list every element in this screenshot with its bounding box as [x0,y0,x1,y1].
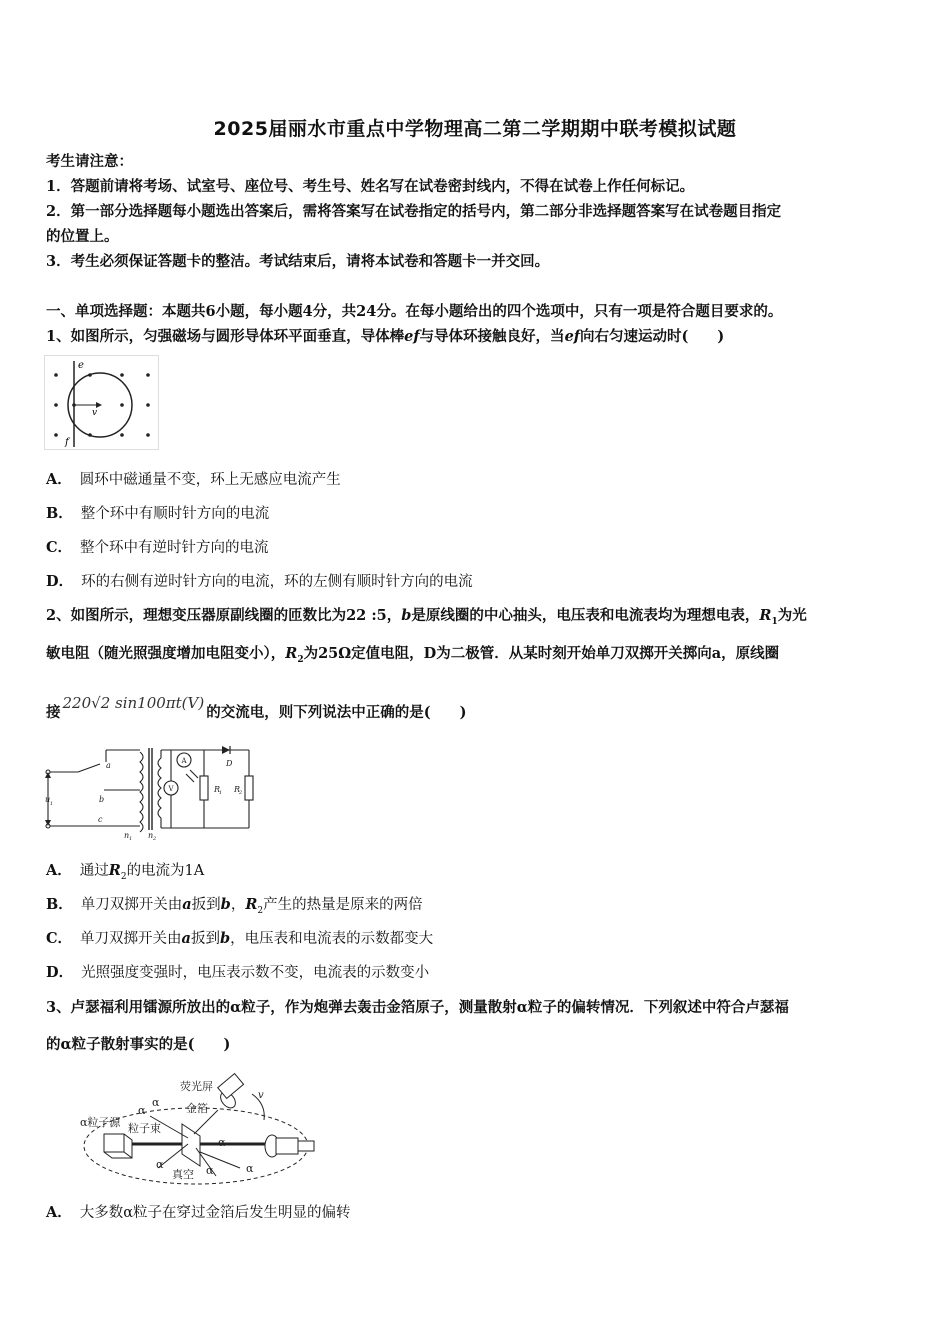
option-var: b [219,930,231,947]
option-key: C． [46,539,73,556]
label-beam: 粒子束 [128,1122,161,1135]
label-alpha: α [156,1158,164,1171]
field-dot [54,433,58,437]
label-n1: n [124,831,130,840]
label-alpha: α [138,1104,146,1117]
q1-var-ef: ef [404,328,420,345]
question-3-stem-line1: 3、卢瑟福利用镭源所放出的α粒子，作为炮弹去轰击金箔原子，测量散射α粒子的偏转情况．下列叙述中符合卢瑟福 [46,999,789,1016]
q1-figure-frame [45,356,159,450]
label-f: f [65,437,69,448]
option-key: A． [46,862,72,879]
q1-var-ef: ef [564,328,581,345]
light-ray [190,770,198,778]
label-c: c [98,815,103,824]
q2-figure [44,744,256,840]
q2-option-d[interactable] [46,963,429,983]
rod-midpoint [72,403,76,407]
field-dot [54,403,58,407]
field-dot [120,433,124,437]
switch-blade [78,764,100,772]
label-screen: 荧光屏 [180,1080,213,1093]
resistor-r2 [245,776,253,800]
option-var: a [182,896,192,913]
question-2-stem-line1 [46,606,916,632]
field-dot [146,433,150,437]
q2-option-c[interactable] [46,929,433,949]
option-text: 产生的热量是原来的两倍 [263,897,423,913]
option-text: ，电压表和电流表的示数都变大 [230,931,434,947]
label-alpha: α [218,1136,226,1149]
option-sub: 2 [257,905,264,916]
label-v: v [92,408,98,418]
q2-stem-part: 的交流电，则下列说法中正确的是( ) [206,704,467,721]
label-r2-sub: 2 [239,790,243,796]
microscope-barrel [276,1138,298,1154]
option-text: ， [230,897,246,913]
label-r1-sub: 1 [219,790,223,796]
q1-option-d[interactable] [46,572,473,592]
q2-option-a[interactable] [46,861,204,887]
q1-option-b[interactable] [46,504,269,524]
diode-symbol [222,746,230,754]
option-text: 通过 [79,863,109,879]
q2-option-b[interactable] [46,895,423,921]
q1-stem-part: 1、如图所示，匀强磁场与圆形导体环平面垂直，导体棒 [46,328,405,345]
option-text: 整个环中有顺时针方向的电流 [80,506,270,522]
notice-item: 2．第一部分选择题每小题选出答案后，需将答案写在试卷指定的括号内，第二部分非选择题答案写在试卷题目指定 [46,203,782,220]
question-3-stem-line2: 的α粒子散射事实的是( ) [46,1036,231,1053]
q1-stem-part: 向右匀速运动时( ) [580,328,725,345]
option-text: 单刀双掷开关由 [80,897,183,913]
option-text: 单刀双掷开关由 [80,931,182,947]
label-alpha: α [152,1096,160,1109]
q2-stem-part: 2、如图所示，理想变压器原副线圈的匝数比为22 :5， [46,607,402,624]
label-r1: R [214,785,221,794]
label-v: v [258,1090,264,1101]
label-u1-sub: 1 [50,801,54,807]
notice-item: 1．答题前请将考场、试室号、座位号、考生号、姓名写在试卷密封线内，不得在试卷上作任何标记。 [46,178,695,195]
q2-stem-part: 接 [46,704,61,721]
q2-var-r2: R [285,645,298,662]
q1-option-c[interactable] [46,538,269,558]
option-key: D． [46,964,74,981]
q1-option-a[interactable] [46,470,341,490]
label-r2: R [234,785,241,794]
label-alpha: α [246,1162,254,1175]
label-u1: u [45,795,51,804]
option-text: 扳到 [191,897,221,913]
notice-heading: 考生请注意： [46,153,133,170]
q1-stem-part: 与导体环接触良好，当 [419,328,565,345]
field-dot [120,373,124,377]
option-key: C． [46,930,73,947]
q2-stem-part: 为光 [777,607,807,624]
option-var: R [245,896,258,913]
option-text: 整个环中有逆时针方向的电流 [80,540,269,556]
label-e: e [78,360,84,371]
microscope-eyepiece [298,1141,314,1151]
secondary-coil [158,758,161,818]
question-2-stem-line3 [46,694,916,723]
q2-var-r1: R [759,607,772,624]
option-text: 大多数α粒子在穿过金箔后发生明显的偏转 [79,1205,351,1221]
q1-figure [44,355,162,451]
option-var: R [108,862,121,879]
q3-option-a[interactable] [46,1203,351,1223]
page-title: 2025届丽水市重点中学物理高二第二学期期中联考模拟试题 [213,118,737,140]
q3-figure [76,1066,322,1190]
option-key: B． [46,505,73,522]
q2-formula: 220√2 sin100πt(V) [62,694,205,712]
section-heading: 一、单项选择题：本题共6小题，每小题4分，共24分。在每小题给出的四个选项中，只有一项是符合题目要求的。 [46,303,783,320]
label-vacuum: 真空 [172,1168,194,1181]
option-text: 光照强度变强时，电压表示数不变，电流表的示数变小 [81,965,430,981]
label-b: b [99,795,105,804]
option-key: D． [46,573,74,590]
label-source: α粒子源 [80,1116,121,1129]
option-key: A． [46,1204,72,1221]
field-dot [146,403,150,407]
q2-var-r1-sub: 1 [771,616,778,627]
label-n2-sub: 2 [153,836,157,840]
light-ray [186,774,194,782]
q2-stem-part: 敏电阻（随光照强度增加电阻变小）， [46,645,286,662]
field-dot [54,373,58,377]
option-text: 圆环中磁通量不变，环上无感应电流产生 [79,472,341,488]
label-a: a [106,761,111,770]
question-2-stem-line2 [46,644,916,670]
label-n2: n [148,831,154,840]
label-foil: 金箔 [186,1102,208,1115]
option-sub: 2 [120,871,127,882]
question-1-stem [46,327,916,347]
option-text: 的电流为1A [126,863,205,879]
field-dot [146,373,150,377]
label-voltmeter: V [168,785,174,793]
label-ammeter: A [181,757,187,765]
q2-var-r2-sub: 2 [297,654,304,665]
q2-var-b: b [401,607,412,624]
label-d: D [226,759,233,768]
q2-stem-part: 是原线圈的中心抽头，电压表和电流表均为理想电表， [411,607,760,624]
label-alpha: α [206,1164,214,1177]
field-dot [120,403,124,407]
resistor-r1 [200,776,208,800]
option-var: b [220,896,231,913]
option-text: 环的右侧有逆时针方向的电流，环的左侧有顺时针方向的电流 [81,574,473,590]
notice-item: 3．考生必须保证答题卡的整洁。考试结束后，请将本试卷和答题卡一并交回。 [46,253,550,270]
q2-stem-part: 为25Ω定值电阻，D为二极管．从某时刻开始单刀双掷开关掷向a，原线圈 [303,645,780,662]
option-key: A． [46,471,72,488]
label-n1-sub: 1 [129,836,133,840]
option-text: 扳到 [190,931,220,947]
option-var: a [181,930,191,947]
notice-item: 的位置上。 [46,228,119,245]
option-key: B． [46,896,73,913]
